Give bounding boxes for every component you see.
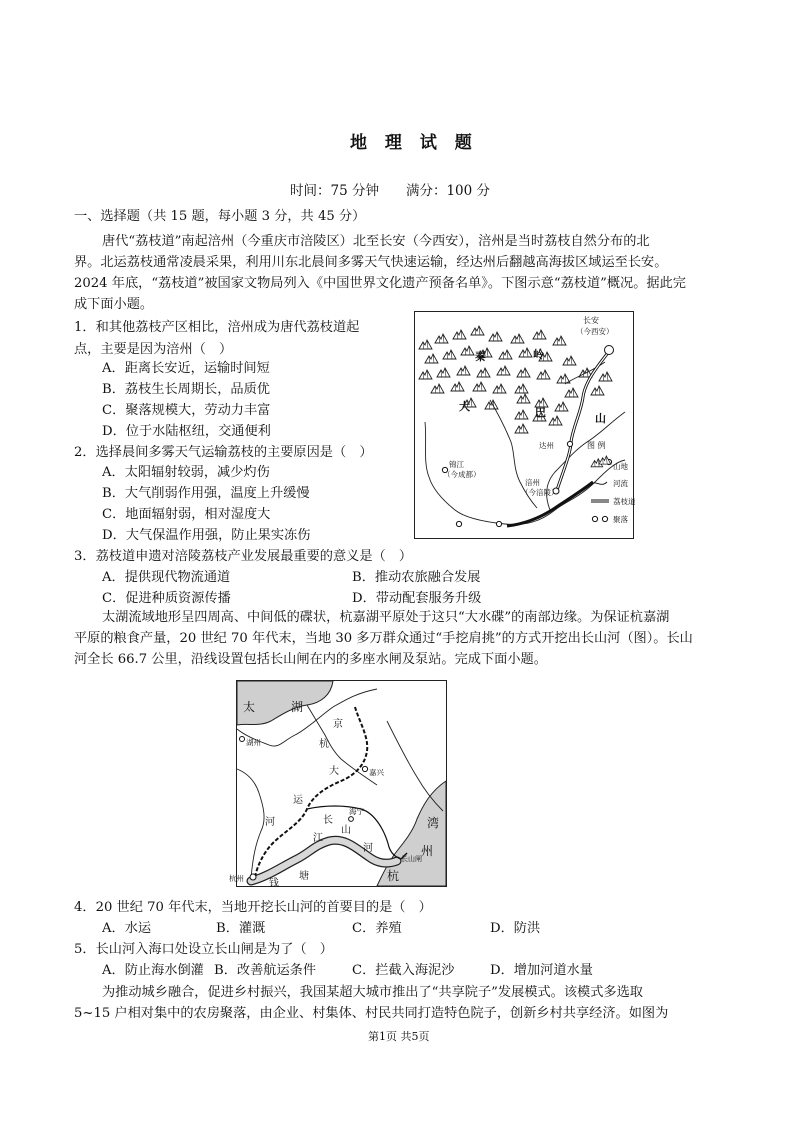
legend-mountain-icon bbox=[591, 456, 611, 467]
label-ling: 岭 bbox=[533, 348, 544, 361]
option-d: D．大气保温作用强，防止果实冻伤 bbox=[102, 528, 311, 543]
section-heading: 一、选择题（共 15 题，每小题 3 分，共 45 分） bbox=[74, 209, 366, 224]
qiantang-char: 塘 bbox=[299, 871, 309, 882]
canal-char: 京 bbox=[333, 719, 343, 730]
qiantang-char: 江 bbox=[313, 833, 323, 844]
label-da: 大 bbox=[459, 400, 470, 413]
passage-1 bbox=[74, 231, 720, 315]
changshan-river-map bbox=[229, 680, 447, 889]
passage-3-line: 5~15 户相对集中的农房聚落，由企业、村集体、村民共同打造特色院子，创新乡村共享经济。如图为 bbox=[74, 1006, 669, 1021]
option-b: B．改善航运条件 bbox=[214, 963, 317, 978]
canal-char: 运 bbox=[293, 795, 303, 806]
label-changshanzha: 长山闸 bbox=[401, 855, 422, 863]
legend-road: 荔枝道 bbox=[613, 497, 636, 506]
map-legend bbox=[587, 440, 636, 524]
option-a: A．水运 bbox=[102, 921, 152, 936]
canal-char: 大 bbox=[329, 766, 339, 777]
label-changan-sub: （今西安） bbox=[576, 327, 614, 336]
label-qin: 秦 bbox=[475, 350, 486, 363]
passage-2-line: 河全长 66.7 公里，沿线设置包括长山闸在内的多座水闸及泵站。完成下面小题。 bbox=[74, 652, 547, 667]
lizhi-road-map bbox=[414, 311, 634, 539]
option-a: A．距离长安近，运输时间短 bbox=[102, 361, 270, 376]
passage-3-line: 为推动城乡融合，促进乡村振兴，我国某超大城市推出了“共享院子”发展模式。该模式多选取 bbox=[102, 985, 643, 1000]
legend-mountain: 山地 bbox=[613, 462, 628, 471]
question-stem: 5．长山河入海口处设立长山闸是为了（ ） bbox=[74, 942, 333, 957]
label-ba: 巴 bbox=[535, 406, 546, 419]
label-fuzhou-sub: （今涪陵） bbox=[521, 488, 559, 497]
question-stem: 3．荔枝道申遗对涪陵荔枝产业发展最重要的意义是（ ） bbox=[74, 549, 413, 564]
page-footer: 第1页 共5页 bbox=[368, 1030, 430, 1043]
passage-1-line: 唐代“荔枝道”南起涪州（今重庆市涪陵区）北至长安（今西安），涪州是当时荔枝自然分布的北 bbox=[102, 234, 650, 249]
option-c: C．拦截入海泥沙 bbox=[352, 963, 455, 978]
option-c: C．聚落规模大，劳动力丰富 bbox=[102, 403, 271, 418]
label-jinjiang: 锦江 bbox=[449, 460, 464, 469]
canal-char: 河 bbox=[265, 817, 275, 828]
label-hu: 湖 bbox=[291, 700, 304, 714]
changshan-river-map-svg bbox=[229, 681, 446, 889]
legend-river: 河流 bbox=[613, 479, 628, 488]
river-char: 河 bbox=[363, 843, 373, 854]
option-b: B．大气削弱作用强，温度上升缓慢 bbox=[102, 486, 310, 501]
label-hangzhou: 杭州 bbox=[229, 874, 244, 883]
question-stem: 2．选择晨间多雾天气运输荔枝的主要原因是（ ） bbox=[74, 445, 373, 460]
river-char: 山 bbox=[341, 825, 351, 836]
option-c: C．地面辐射弱，相对湿度大 bbox=[102, 507, 271, 522]
passage-1-line: 2024 年底，“荔枝道”被国家文物局列入《中国世界文化遗产预备名单》。下图示意“荔枝道”概况。据此完 bbox=[74, 276, 686, 291]
lizhi-road-map-svg bbox=[415, 312, 636, 538]
passage-3 bbox=[74, 982, 720, 1024]
passage-1-line: 界。北运荔枝通常凌晨采果，利用川东北晨间多雾天气快速运输，经达州后翻越高海拔区域运至长安。 bbox=[74, 255, 668, 270]
option-d: D．防洪 bbox=[490, 921, 541, 936]
question-stem: 4．20 世纪 70 年代末，当地开挖长山河的首要目的是（ ） bbox=[74, 900, 432, 915]
qiantang-char: 钱 bbox=[269, 878, 279, 889]
option-b: B．荔枝生长周期长，品质优 bbox=[102, 382, 270, 397]
option-b: B．灌溉 bbox=[216, 921, 266, 936]
label-haining: 海宁 bbox=[349, 807, 364, 816]
question-stem: 点，主要是因为涪州（ ） bbox=[74, 342, 233, 357]
option-a: A．提供现代物流通道 bbox=[102, 570, 231, 585]
passage-2-line: 太湖流域地形呈四周高、中间低的碟状，杭嘉湖平原处于这只“大水碟”的南部边缘。为保证杭嘉湖 bbox=[102, 610, 670, 625]
mountain-range-icon bbox=[419, 326, 612, 433]
exam-meta: 时间：75 分钟 满分：100 分 bbox=[290, 183, 491, 199]
option-a: A．太阳辐射较弱，减少灼伤 bbox=[102, 465, 270, 480]
label-jinjiang-sub: （今成都） bbox=[443, 470, 481, 479]
label-shan: 山 bbox=[595, 412, 606, 425]
bay-char: 杭 bbox=[387, 869, 400, 883]
option-a: A．防止海水倒灌 bbox=[102, 963, 204, 978]
option-c: C．养殖 bbox=[352, 921, 402, 936]
option-d: D．增加河道水量 bbox=[490, 963, 593, 978]
legend-settlement-icon bbox=[592, 516, 607, 521]
passage-2-line: 平原的粮食产量，20 世纪 70 年代末，当地 30 多万群众通过“手挖肩挑”的方式开挖出长山河（图）。长山 bbox=[74, 631, 693, 646]
label-dazhou: 达州 bbox=[539, 441, 554, 450]
label-grand-canal bbox=[265, 717, 343, 828]
label-huzhou: 湖州 bbox=[246, 738, 261, 747]
bay-char: 湾 bbox=[427, 816, 440, 830]
canal-char: 杭 bbox=[319, 739, 329, 750]
legend-title: 图 例 bbox=[587, 441, 606, 450]
label-fuzhou: 涪州 bbox=[525, 478, 540, 487]
option-d: D．带动配套服务升级 bbox=[352, 591, 482, 606]
option-d: D．位于水陆枢纽，交通便利 bbox=[102, 424, 271, 439]
question-stem: 1．和其他荔枝产区相比，涪州成为唐代荔枝道起 bbox=[74, 320, 360, 335]
option-c: C．促进种质资源传播 bbox=[102, 591, 231, 606]
legend-settlement: 聚落 bbox=[613, 515, 628, 524]
bay-char: 州 bbox=[421, 844, 434, 858]
passage-2 bbox=[74, 607, 720, 670]
page-title: 地 理 试 题 bbox=[350, 133, 478, 153]
label-tai: 太 bbox=[243, 700, 256, 714]
river-char: 长 bbox=[323, 815, 333, 826]
option-b: B．推动农旅融合发展 bbox=[352, 570, 481, 585]
label-changan: 长安 bbox=[583, 316, 599, 325]
passage-1-line: 成下面小题。 bbox=[74, 297, 154, 312]
label-jiaxing: 嘉兴 bbox=[369, 768, 384, 777]
